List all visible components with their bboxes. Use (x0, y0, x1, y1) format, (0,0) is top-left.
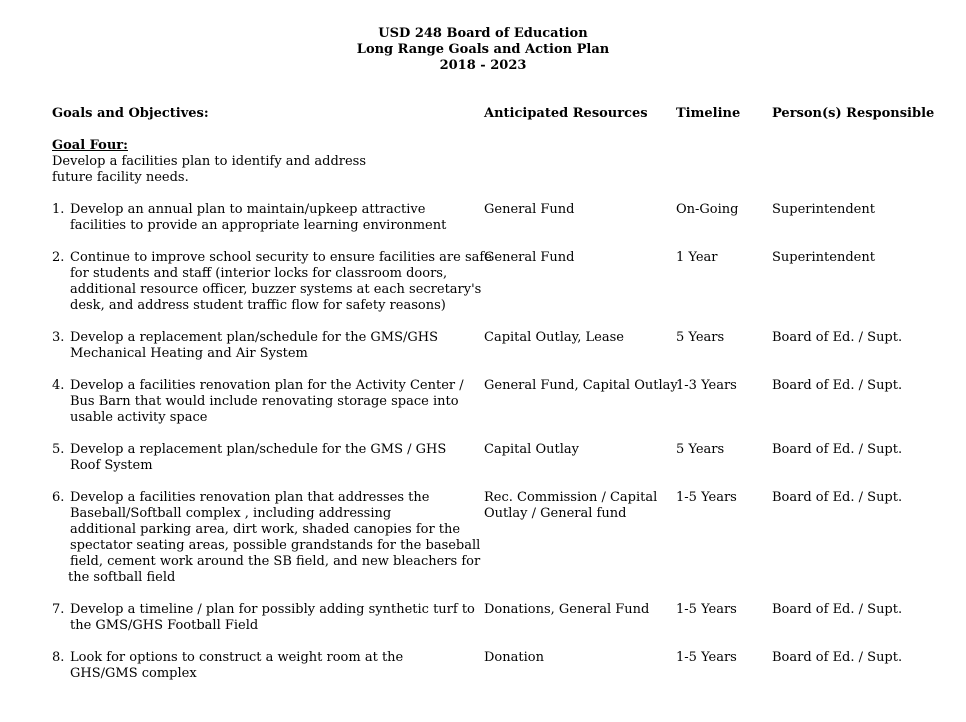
column-header-persons: Person(s) Responsible (772, 106, 935, 121)
objective-text (52, 250, 492, 314)
objective-line (52, 378, 472, 394)
objective-number: 4. (52, 378, 65, 393)
objective-number: 6. (52, 490, 65, 505)
goal-title: Goal Four: (52, 138, 128, 153)
resources-cell (484, 442, 579, 458)
goal-description-line: future facility needs. (52, 170, 189, 185)
objective-number: 3. (52, 330, 65, 345)
objective-line-text: Develop a facilities renovation plan for the Activity Center / (70, 378, 464, 393)
person-responsible-cell: Board of Ed. / Supt. (772, 442, 903, 457)
resources-cell (484, 490, 657, 522)
resources-cell (484, 650, 544, 666)
objective-line: Baseball/Softball complex , including addressing (70, 506, 392, 521)
plan-years: 2018 - 2023 (439, 58, 527, 73)
resources-cell (484, 250, 575, 266)
objective-line: Mechanical Heating and Air System (70, 346, 308, 361)
objective-text (52, 490, 481, 586)
objective-line-text: Develop an annual plan to maintain/upkeep attractive (70, 202, 426, 217)
objective-text (52, 602, 475, 634)
objective-number: 5. (52, 442, 65, 457)
objective-line-text: Develop a replacement plan/schedule for the GMS/GHS (70, 330, 439, 345)
column-header-timeline: Timeline (676, 106, 741, 121)
resources-line: Outlay / General fund (484, 506, 627, 521)
column-header-goals: Goals and Objectives: (52, 106, 209, 121)
objective-line: desk, and address student traffic flow for safety reasons) (70, 298, 446, 313)
resources-cell (484, 602, 649, 618)
timeline-cell: 1-5 Years (676, 650, 737, 665)
objective-line: the GMS/GHS Football Field (70, 618, 259, 633)
resources-line: Capital Outlay (484, 442, 579, 457)
person-responsible-cell: Superintendent (772, 250, 875, 265)
objective-line-text: Look for options to construct a weight room at the (70, 650, 404, 665)
objective-line: GHS/GMS complex (70, 666, 197, 681)
objective-line (52, 202, 472, 218)
objective-number: 1. (52, 202, 65, 217)
objective-line (52, 250, 492, 266)
goal-description-line: Develop a facilities plan to identify and address (52, 154, 367, 169)
objective-line: facilities to provide an appropriate learning environment (70, 218, 447, 233)
person-responsible-cell: Board of Ed. / Supt. (772, 490, 903, 505)
person-responsible-cell: Board of Ed. / Supt. (772, 602, 903, 617)
objective-line: spectator seating areas, possible grandstands for the baseball (70, 538, 481, 553)
column-header-resources: Anticipated Resources (484, 106, 648, 121)
objective-number: 7. (52, 602, 65, 617)
timeline-cell: 1-5 Years (676, 490, 737, 505)
objective-line-text: Develop a timeline / plan for possibly adding synthetic turf to (70, 602, 475, 617)
resources-cell (484, 202, 575, 218)
objective-text (52, 442, 472, 474)
objective-line (52, 330, 472, 346)
resources-cell (484, 330, 624, 346)
goal-section (52, 138, 472, 186)
timeline-cell: 1-3 Years (676, 378, 737, 393)
board-title: USD 248 Board of Education (378, 26, 588, 41)
resources-line: Rec. Commission / Capital (484, 490, 658, 505)
objective-line-text: Continue to improve school security to ensure facilities are safe (70, 250, 492, 265)
objective-number: 2. (52, 250, 65, 265)
objective-text (52, 650, 472, 682)
person-responsible-cell: Superintendent (772, 202, 875, 217)
objective-line (52, 490, 472, 506)
timeline-cell: 1-5 Years (676, 602, 737, 617)
resources-line: General Fund, Capital Outlay (484, 378, 678, 393)
timeline-cell: 5 Years (676, 442, 725, 457)
objective-line: usable activity space (70, 410, 208, 425)
objective-number: 8. (52, 650, 65, 665)
timeline-cell: 1 Year (676, 250, 718, 265)
objective-text (52, 378, 472, 426)
objective-line: for students and staff (interior locks for classroom doors, (70, 266, 448, 281)
objective-line (52, 650, 472, 666)
person-responsible-cell: Board of Ed. / Supt. (772, 650, 903, 665)
objective-line: additional parking area, dirt work, shaded canopies for the (70, 522, 461, 537)
document-header (0, 26, 966, 74)
objective-line (52, 602, 475, 618)
person-responsible-cell: Board of Ed. / Supt. (772, 330, 903, 345)
plan-title: Long Range Goals and Action Plan (356, 42, 610, 57)
resources-line: General Fund (484, 202, 575, 217)
resources-line: Capital Outlay, Lease (484, 330, 624, 345)
objective-line-text: Develop a replacement plan/schedule for the GMS / GHS (70, 442, 447, 457)
objective-line-text: Develop a facilities renovation plan that addresses the (70, 490, 430, 505)
objective-line: field, cement work around the SB field, and new bleachers for (70, 554, 481, 569)
resources-cell (484, 378, 678, 394)
objective-text (52, 330, 472, 362)
resources-line: Donations, General Fund (484, 602, 650, 617)
timeline-cell: On-Going (676, 202, 739, 217)
resources-line: General Fund (484, 250, 575, 265)
person-responsible-cell: Board of Ed. / Supt. (772, 378, 903, 393)
resources-line: Donation (484, 650, 544, 665)
timeline-cell: 5 Years (676, 330, 725, 345)
objective-line (52, 442, 472, 458)
objective-text (52, 202, 472, 234)
objective-line: additional resource officer, buzzer systems at each secretary's (70, 282, 482, 297)
objective-line: Bus Barn that would include renovating storage space into (70, 394, 459, 409)
objective-line: Roof System (70, 458, 153, 473)
objective-line: the softball field (68, 570, 176, 585)
